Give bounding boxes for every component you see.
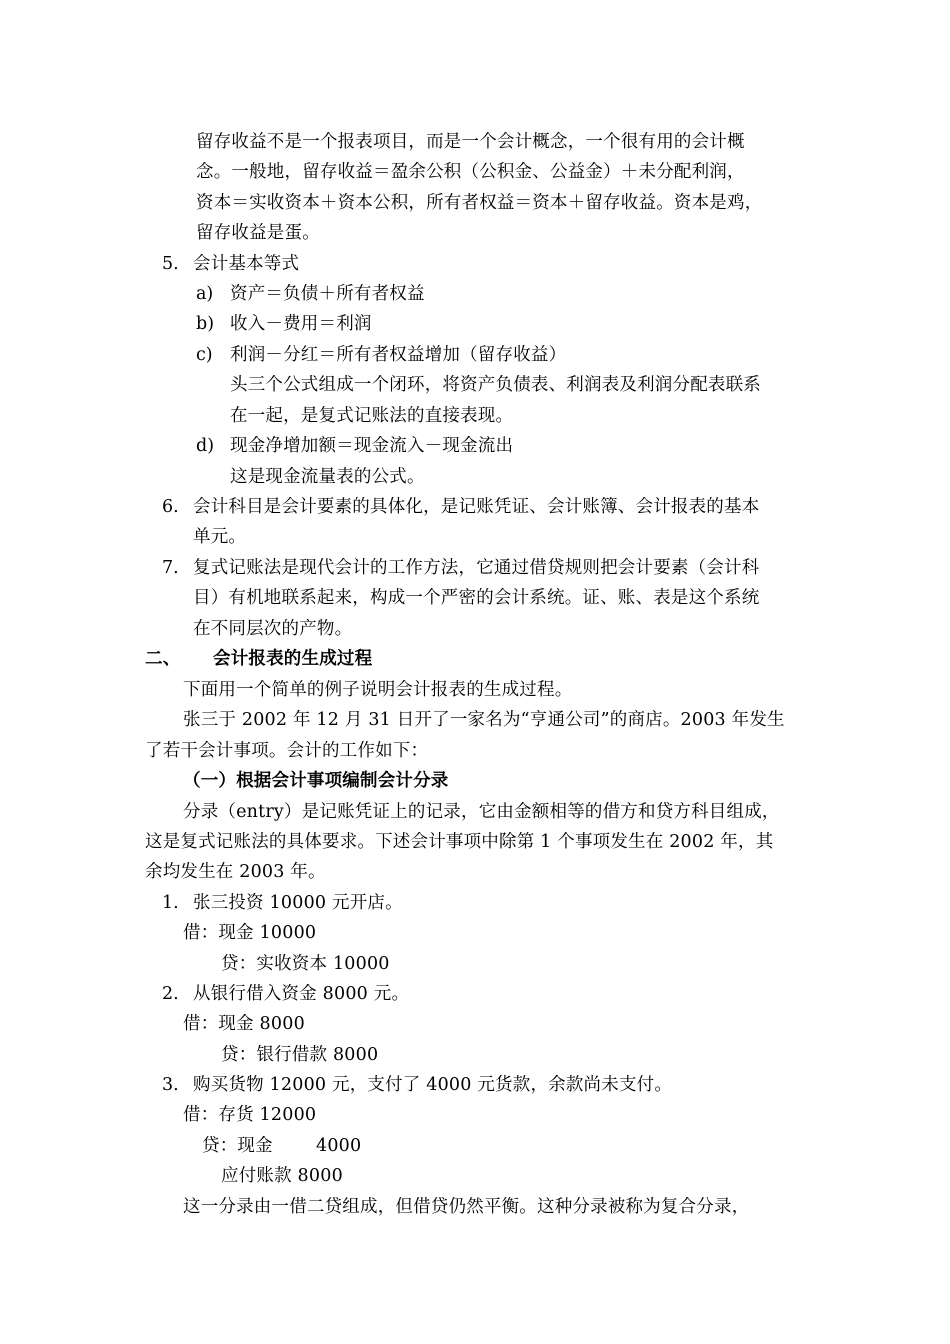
item5c-text: 利润－分红＝所有者权益增加（留存收益） xyxy=(230,345,567,365)
item5b-label: b) xyxy=(196,314,215,334)
entry2-credit: 贷：银行借款 8000 xyxy=(221,1045,379,1065)
retained-line-4: 留存收益是蛋。 xyxy=(196,223,320,243)
item5c-note-1: 头三个公式组成一个闭环，将资产负债表、利润表及利润分配表联系 xyxy=(230,375,761,395)
item7-line-2: 目）有机地联系起来，构成一个严密的会计系统。证、账、表是这个系统 xyxy=(193,588,760,608)
item5a-text: 资产＝负债＋所有者权益 xyxy=(230,284,425,304)
entry1-text: 张三投资 10000 元开店。 xyxy=(193,893,403,913)
item6-line-2: 单元。 xyxy=(193,527,247,547)
entry1-debit: 借：现金 10000 xyxy=(183,923,317,943)
subsection1-desc-1: 分录（entry）是记账凭证上的记录，它由金额相等的借方和贷方科目组成， xyxy=(183,802,780,822)
entry1-number: 1. xyxy=(162,893,179,913)
item5d-note: 这是现金流量表的公式。 xyxy=(230,467,425,487)
item5b-text: 收入－费用＝利润 xyxy=(230,314,372,334)
section2-title: 会计报表的生成过程 xyxy=(213,649,373,669)
retained-line-1: 留存收益不是一个报表项目，而是一个会计概念，一个很有用的会计概 xyxy=(196,132,745,152)
item7-line-3: 在不同层次的产物。 xyxy=(193,619,353,639)
entry3-text: 购买货物 12000 元，支付了 4000 元货款，余款尚未支付。 xyxy=(193,1075,673,1095)
section2-story-2: 了若干会计事项。会计的工作如下： xyxy=(145,741,429,761)
entry2-text: 从银行借入资金 8000 元。 xyxy=(193,984,410,1004)
entry1-credit: 贷：实收资本 10000 xyxy=(221,954,390,974)
item6-number: 6. xyxy=(162,497,179,517)
retained-line-3: 资本＝实收资本＋资本公积，所有者权益＝资本＋留存收益。资本是鸡， xyxy=(196,193,763,213)
closing-line: 这一分录由一借二贷组成，但借贷仍然平衡。这种分录被称为复合分录， xyxy=(183,1197,750,1217)
section2-number: 二、 xyxy=(145,649,181,669)
entry3-debit: 借：存货 12000 xyxy=(183,1105,317,1125)
entry3-credit-1: 贷：现金 xyxy=(202,1136,273,1156)
entry3-credit-2: 应付账款 8000 xyxy=(221,1166,343,1186)
item7-number: 7. xyxy=(162,558,179,578)
section2-story-1: 张三于 2002 年 12 月 31 日开了一家名为“亨通公司”的商店。2003 年发生 xyxy=(183,710,785,730)
section2-intro: 下面用一个简单的例子说明会计报表的生成过程。 xyxy=(183,680,573,700)
entry3-number: 3. xyxy=(162,1075,179,1095)
item5d-text: 现金净增加额＝现金流入－现金流出 xyxy=(230,436,514,456)
entry2-number: 2. xyxy=(162,984,179,1004)
item5-title: 会计基本等式 xyxy=(193,254,300,274)
item5c-note-2: 在一起，是复式记账法的直接表现。 xyxy=(230,406,514,426)
entry2-debit: 借：现金 8000 xyxy=(183,1014,305,1034)
retained-line-2: 念。一般地，留存收益＝盈余公积（公积金、公益金）＋未分配利润， xyxy=(196,162,745,182)
item5d-label: d) xyxy=(196,436,215,456)
subsection1-desc-3: 余均发生在 2003 年。 xyxy=(145,862,326,882)
subsection1-desc-2: 这是复式记账法的具体要求。下述会计事项中除第 1 个事项发生在 2002 年，其 xyxy=(145,832,774,852)
entry3-credit-1-amount: 4000 xyxy=(316,1136,362,1156)
item6-line-1: 会计科目是会计要素的具体化，是记账凭证、会计账簿、会计报表的基本 xyxy=(193,497,760,517)
item5-number: 5. xyxy=(162,254,179,274)
item5a-label: a) xyxy=(196,284,214,304)
item5c-label: c) xyxy=(196,345,213,365)
item7-line-1: 复式记账法是现代会计的工作方法，它通过借贷规则把会计要素（会计科 xyxy=(193,558,760,578)
subsection1-title: （一）根据会计事项编制会计分录 xyxy=(183,771,449,791)
